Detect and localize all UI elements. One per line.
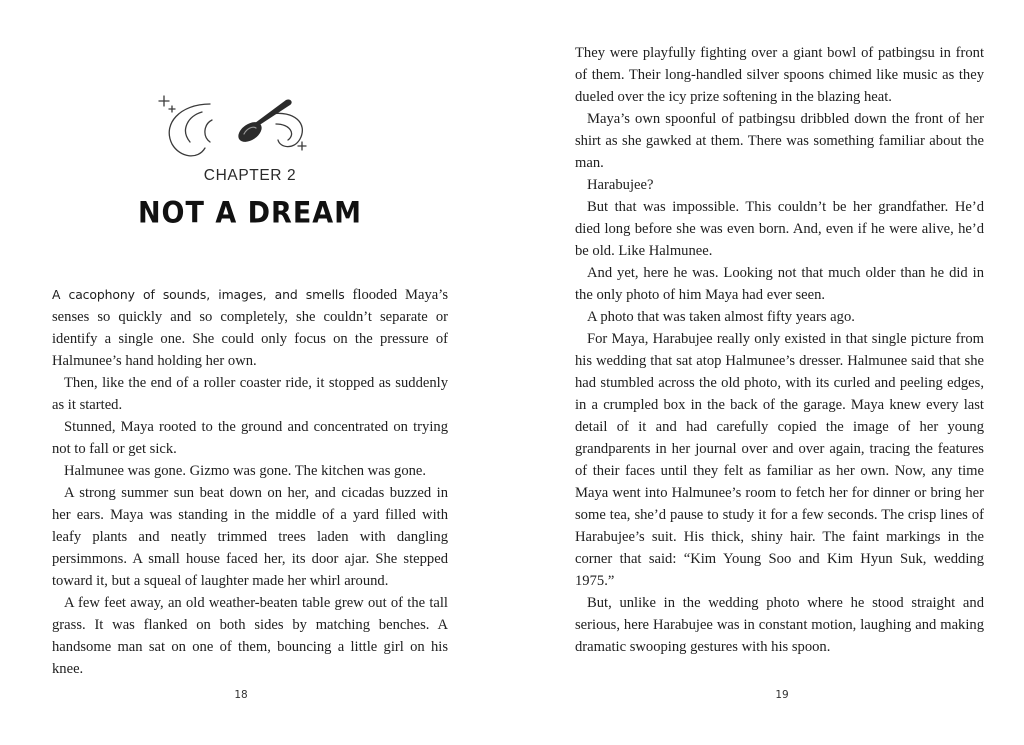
left-page-body (52, 284, 448, 680)
paragraph-text: flooded Maya’s senses so quickly and so completely, she couldn’t separate or identify a single one. She could only focus on the pressure of Halmunee’s hand holding her own. (52, 287, 448, 369)
page-number: 18 (234, 689, 248, 701)
page-number: 19 (775, 689, 789, 701)
right-page-body (575, 42, 984, 658)
body-paragraph: Stunned, Maya rooted to the ground and concentrated on trying not to fall or get sick. (52, 419, 448, 457)
body-paragraph: Then, like the end of a roller coaster ride, it stopped as suddenly as it started. (52, 375, 448, 413)
body-paragraph: And yet, here he was. Looking not that much older than he did in the only photo of him Maya had ever seen. (575, 265, 984, 303)
body-paragraph: For Maya, Harabujee really only existed in that single picture from his wedding that sat atop Halmunee’s dresser. Halmunee said that she had stumbled across the old photo, with its curled and peeling edges, in a crumpled box in the back of the garage. Maya knew every last detail of it and had carefully copied the image of her young grandparents in her journal over and over again, tracing the features of their faces until they felt as familiar as her own. Now, any time Maya went into Halmunee’s room to fetch her for dinner or bring her some tea, she’d pause to study it for a few seconds. The crisp lines of Harabujee’s suit. His thick, shiny hair. The faint markings in the corner that said: “Kim Young Soo and Kim Hyun Suk, wedding 1975.” (575, 331, 984, 589)
body-paragraph: Maya’s own spoonful of patbingsu dribbled down the front of her shirt as she gawked at them. There was something familiar about the man. (575, 111, 984, 171)
spoon-swirl-icon (150, 84, 315, 164)
body-paragraph: But, unlike in the wedding photo where he stood straight and serious, here Harabujee was in constant motion, laughing and making dramatic swooping gestures with his spoon. (575, 595, 984, 655)
body-paragraph: But that was impossible. This couldn’t be her grandfather. He’d died long before she was even born. And, even if he were alive, he’d be old. Like Halmunee. (575, 199, 984, 259)
body-paragraph: Halmunee was gone. Gizmo was gone. The kitchen was gone. (64, 463, 427, 479)
body-paragraph: A strong summer sun beat down on her, and cicadas buzzed in her ears. Maya was standing in the middle of a yard filled with leafy plants and neatly trimmed trees laden with dangling persimmons. A small house faced her, its door ajar. She stepped toward it, but a squeal of laughter made her whirl around. (52, 485, 448, 589)
body-paragraph: A photo that was taken almost fifty years ago. (587, 309, 855, 325)
body-paragraph: Harabujee? (587, 177, 654, 193)
body-paragraph: A few feet away, an old weather-beaten table grew out of the tall grass. It was flanked on both sides by matching benches. A handsome man sat on one of them, bouncing a little girl on his knee. (52, 595, 448, 677)
right-page (512, 0, 1024, 745)
body-paragraph: They were playfully fighting over a giant bowl of patbingsu in front of them. Their long-handled silver spoons chimed like music as they dueled over the icy prize softening in the blazing heat. (575, 45, 984, 105)
chapter-title: NOT A DREAM (137, 196, 363, 231)
body-paragraph (52, 284, 448, 372)
chapter-label: CHAPTER 2 (203, 167, 297, 184)
lead-in-text: A cacophony of sounds, images, and smells (52, 287, 345, 302)
